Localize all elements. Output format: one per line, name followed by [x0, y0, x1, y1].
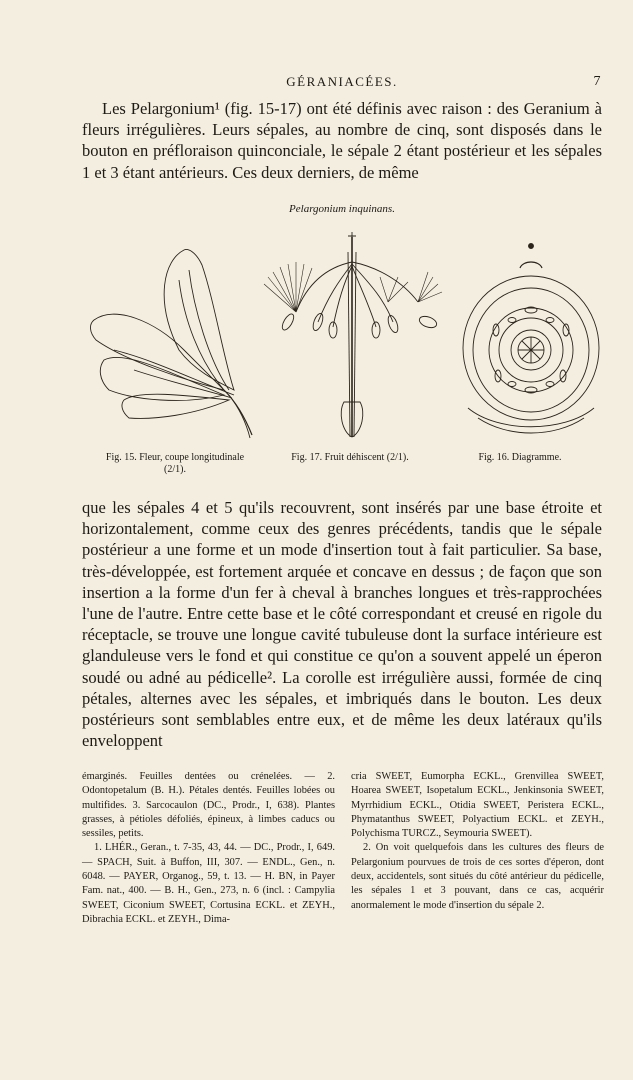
- running-title: GÉRANIACÉES.: [286, 74, 398, 89]
- figure-group-title: Pelargonium inquinans.: [289, 203, 395, 215]
- running-header: [82, 74, 602, 94]
- dehiscent-fruit-illustration: [258, 222, 446, 446]
- fig15-caption: Fig. 15. Fleur, coupe longitudinale (2/1).: [105, 452, 245, 475]
- paragraph-intro: Les Pelargonium¹ (fig. 15-17) ont été définis avec raison : des Geranium à fleurs irrégulières. Leurs sépales, au nombre de cinq, sont disposés dans le bouton en préfloraison quinconciale, le sépale 2 étant postérieur et les sépales 1 et 3 étant antérieurs. Ces deux derniers, de même: [82, 99, 602, 182]
- flower-section-illustration: [84, 240, 256, 440]
- page-number: 7: [593, 74, 602, 89]
- fig17-caption: Fig. 17. Fruit déhiscent (2/1).: [291, 452, 409, 463]
- footnote-1: 1. LHÉR., Geran., t. 7-35, 43, 44. — DC., Prodr., I, 649. — SPACH, Suit. à Buffon, III, 307. — ENDL., Gen., n. 6048. — PAYER, Organog., 59, t. 13. — H. BN, in Payer Fam. nat., 400. — B. H., Gen., 273, n. 6 (incl. : Campylia SWEET, Ciconium SWEET, Cortusina ECKL. et ZEYH., Dibrachia ECKL. et ZEYH., Dima-: [82, 842, 335, 925]
- footnotes-right-column: [351, 770, 604, 913]
- footnotes-left-column: [82, 770, 335, 927]
- footnote-2: 2. On voit quelquefois dans les cultures des fleurs de Pelargonium pourvues de trois de ces sortes d'éperon, dont deux, accidentels, sont situés du côté antérieur du pédicelle, les sépales 1 et 3 pouvant, dans ce cas, acquérir anormalement le mode d'insertion du sépale 2.: [351, 842, 604, 911]
- fig16-caption: Fig. 16. Diagramme.: [478, 452, 562, 463]
- footnote-text: cria SWEET, Eumorpha ECKL., Grenvillea SWEET, Hoarea SWEET, Isopetalum ECKL., Jenkinsonia SWEET, Myrrhidium ECKL., Otidia SWEET, Peristera ECKL., Phymatanthus SWEET, Polyactium ECKL. et ZEYH., Polychisma TURCZ., Seymouria SWEET).: [351, 771, 604, 840]
- paragraph-continuation: que les sépales 4 et 5 qu'ils recouvrent, sont insérés par une base étroite et horizontalement, comme ceux des genres précédents, tandis que le sépale postérieur a une forme et un mode d'insertion tout à fait particulier. Sa base, très-développée, est fortement arquée et concave en dessus ; de façon que son insertion a la forme d'un fer à cheval à branches longues et très-rapprochées l'une de l'autre. Entre cette base et le côté correspondant et creusé en rigole du réceptacle, se trouve une longue cavité tubuleuse dont la surface intérieure est glanduleuse vers le fond et qui constitue ce qu'on a souvent appelé un éperon soudé ou adné au pédicelle². La corolle est irrégulière aussi, formée de cinq pétales, alternes avec les sépales, et imbriqués dans le bouton. Les deux postérieurs sont semblables entre eux, et de même les deux latéraux qu'ils enveloppent: [82, 498, 602, 751]
- footnote-text: émarginés. Feuilles dentées ou crénelées. — 2. Odontopetalum (B. H.). Pétales dentés. Feuilles lobées ou multifides. 3. Sarcocaulon (DC., Prodr., I, 638). Plantes grasses, à pétioles défoliés, épineux, à limbes caducs ou sessiles, petits.: [82, 771, 335, 840]
- floral-diagram-illustration: [458, 238, 604, 444]
